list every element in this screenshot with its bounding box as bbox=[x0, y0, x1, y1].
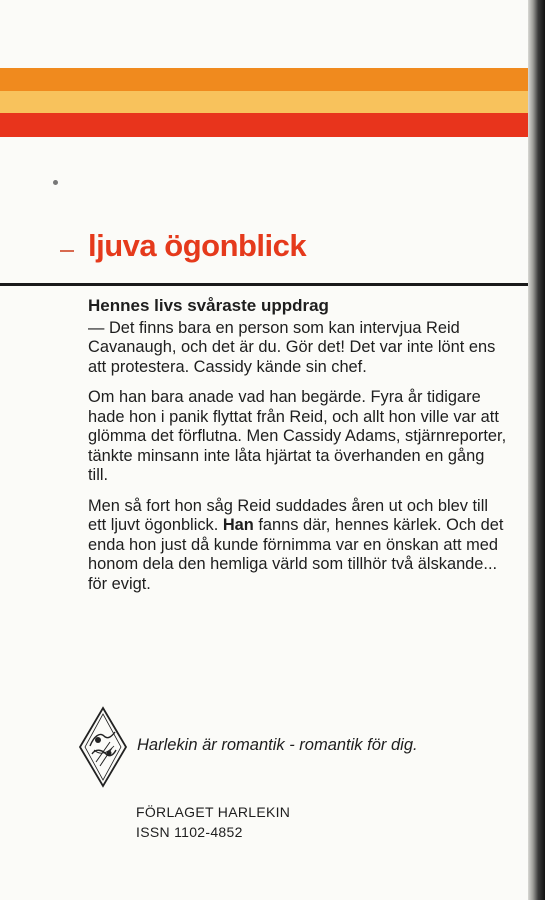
blurb-paragraph-3-start: Men så fort hon såg Reid suddades åren ut och blev till ett ljuvt ögonblick. bbox=[88, 496, 488, 534]
series-title: ljuva ögonblick bbox=[88, 228, 307, 263]
red-stripe bbox=[0, 113, 530, 137]
orange-stripe bbox=[0, 68, 530, 91]
blurb-paragraph-3-end: fanns där, hennes kärlek. Och det enda hon just då kunde förnimma var en önskan att med honom dela den hemliga värld som tillhör två älskande... för evigt. bbox=[88, 516, 504, 593]
publisher-name: FÖRLAGET HARLEKIN bbox=[136, 804, 291, 820]
blurb-bold-word: Han bbox=[222, 516, 254, 534]
book-spine-edge bbox=[528, 0, 545, 900]
blurb bbox=[88, 296, 508, 605]
light-orange-stripe bbox=[0, 91, 530, 113]
blurb-paragraph-3 bbox=[88, 497, 508, 595]
horizontal-rule bbox=[0, 283, 530, 286]
harlequin-diamond-logo-icon bbox=[78, 706, 128, 788]
issn-number: ISSN 1102-4852 bbox=[136, 824, 243, 840]
tagline: Harlekin är romantik - romantik för dig. bbox=[137, 736, 418, 754]
blurb-headline: Hennes livs svåraste uppdrag bbox=[88, 296, 329, 315]
title-dash bbox=[60, 250, 74, 252]
print-speck bbox=[53, 180, 58, 185]
blurb-paragraph-1: — Det finns bara en person som kan intervjua Reid Cavanaugh, och det är du. Gör det! Det var inte lönt ens att protestera. Cassidy kände sin chef. bbox=[88, 318, 496, 376]
blurb-paragraph-2: Om han bara anade vad han begärde. Fyra år tidigare hade hon i panik flyttat från Reid, och allt hon ville var att glömma det förflutna. Men Cassidy Adams, stjärnreporter, tänkte minsann inte låta hjärtat ta överhanden en gång till. bbox=[88, 388, 507, 484]
